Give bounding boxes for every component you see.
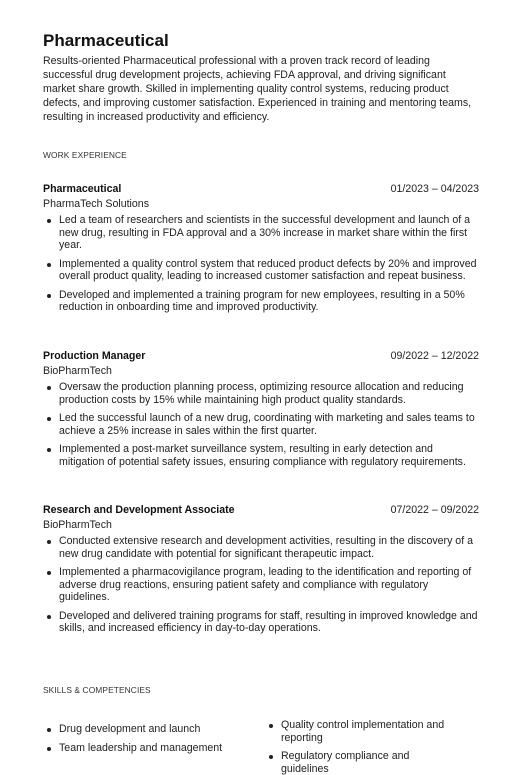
list-item: Regulatory compliance and guidelines xyxy=(281,750,459,775)
skills-bullets xyxy=(43,719,459,775)
skills-heading: SKILLS & COMPETENCIES xyxy=(43,685,151,695)
list-item: Team leadership and management xyxy=(59,742,237,755)
list-item: Developed and implemented a training program for new employees, resulting in a 50% reduction in onboarding time and improved productivity. xyxy=(59,289,479,314)
job-bullets xyxy=(43,214,479,314)
resume-name: Pharmaceutical xyxy=(43,31,169,50)
list-item: Led a team of researchers and scientists in the successful development and launch of a new drug, resulting in FDA approval and a 30% increase in market share within the first year. xyxy=(59,214,479,252)
job-entry xyxy=(43,183,479,320)
job-dates: 09/2022 – 12/2022 xyxy=(390,350,479,362)
job-entry xyxy=(43,504,479,641)
resume-page xyxy=(43,31,479,775)
list-item: Led the successful launch of a new drug, coordinating with marketing and sales teams to achieve a 25% increase in sales within the first quarter. xyxy=(59,412,479,437)
list-item: Conducted extensive research and development activities, resulting in the discovery of a new drug candidate with potential for significant therapeutic impact. xyxy=(59,535,479,560)
summary-paragraph: Results-oriented Pharmaceutical professional with a proven track record of leading successful drug development projects, achieving FDA approval, and driving significant market share growth. Skilled in implementing quality control systems, reducing product defects, and improving customer satisfaction. Experienced in training and mentoring teams, resulting in increased productivity and efficiency. xyxy=(43,55,472,123)
list-item: Oversaw the production planning process, optimizing resource allocation and reducing production costs by 15% while maintaining high product quality standards. xyxy=(59,381,479,406)
list-item: Implemented a quality control system that reduced product defects by 20% and improved overall product quality, leading to increased customer satisfaction and repeat business. xyxy=(59,258,479,283)
job-bullets xyxy=(43,535,479,635)
job-company: PharmaTech Solutions xyxy=(43,198,149,210)
job-title: Production Manager xyxy=(43,350,146,362)
list-item: Developed and delivered training programs for staff, resulting in improved knowledge and skills, and increased efficiency in day-to-day operations. xyxy=(59,609,478,634)
skills-list xyxy=(43,719,479,775)
list-item: Implemented a pharmacovigilance program, leading to the identification and reporting of adverse drug reactions, ensuring patient safety and compliance with regulatory guidelines. xyxy=(59,566,479,604)
job-entry xyxy=(43,350,479,474)
job-company: BioPharmTech xyxy=(43,365,112,377)
job-dates: 01/2023 – 04/2023 xyxy=(390,183,479,195)
job-title: Research and Development Associate xyxy=(43,504,235,516)
job-company: BioPharmTech xyxy=(43,519,112,531)
job-title: Pharmaceutical xyxy=(43,183,122,195)
list-item: Drug development and launch xyxy=(59,723,237,736)
job-bullets xyxy=(43,381,479,468)
list-item: Quality control implementation and reporting xyxy=(281,719,459,744)
job-dates: 07/2022 – 09/2022 xyxy=(390,504,479,516)
list-item: Implemented a post-market surveillance system, resulting in early detection and mitigation of potential safety issues, ensuring compliance with regulatory requirements. xyxy=(59,443,479,468)
work-experience-heading: WORK EXPERIENCE xyxy=(43,150,127,160)
